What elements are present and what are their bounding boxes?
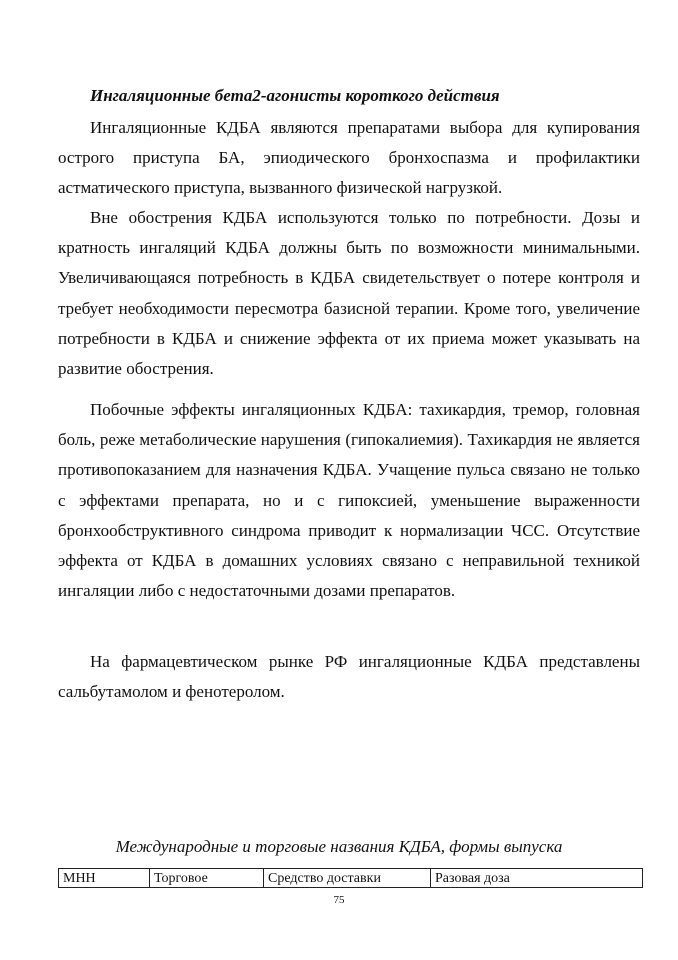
header-trade-name: Торговое [150, 869, 264, 888]
header-single-dose: Разовая доза [431, 869, 643, 888]
header-inn: МНН [59, 869, 150, 888]
table-caption: Международные и торговые названия КДБА, формы выпуска [115, 837, 563, 856]
paragraph-dosing: Вне обострения КДБА используются только по потребности. Дозы и кратность ингаляций КДБА должны быть по возможности минимальными. Увеличивающаяся потребность в КДБА свидетельствует о потере контроля и требует необходимости пересмотра базисной терапии. Кроме того, увеличение потребности в КДБА и снижение эффекта от их приема может указывать на развитие обострения. [58, 208, 640, 379]
paragraph-indications: Ингаляционные КДБА являются препаратами выбора для купирования острого приступа БА, эпиодического бронхоспазма и профилактики астматического приступа, вызванного физической нагрузкой. [58, 118, 640, 198]
section-heading: Ингаляционные бета2-агонисты короткого действия [90, 86, 500, 105]
drug-forms-table [58, 868, 643, 888]
page-number: 75 [333, 894, 345, 906]
table-header-row [59, 869, 643, 888]
paragraph-side-effects: Побочные эффекты ингаляционных КДБА: тахикардия, тремор, головная боль, реже метаболические нарушения (гипокалиемия). Тахикардия не является противопоказанием для назначения КДБА. Учащение пульса связано не только с эффектами препарата, но и с гипоксией, уменьшение выраженности бронхообструктивного синдрома приводит к нормализации ЧСС. Отсутствие эффекта от КДБА в домашних условиях связано с неправильной техникой ингаляции либо с недостаточными дозами препаратов. [58, 400, 640, 601]
header-delivery-device: Средство доставки [264, 869, 431, 888]
paragraph-market: На фармацевтическом рынке РФ ингаляционные КДБА представлены сальбутамолом и фенотеролом. [58, 652, 640, 702]
